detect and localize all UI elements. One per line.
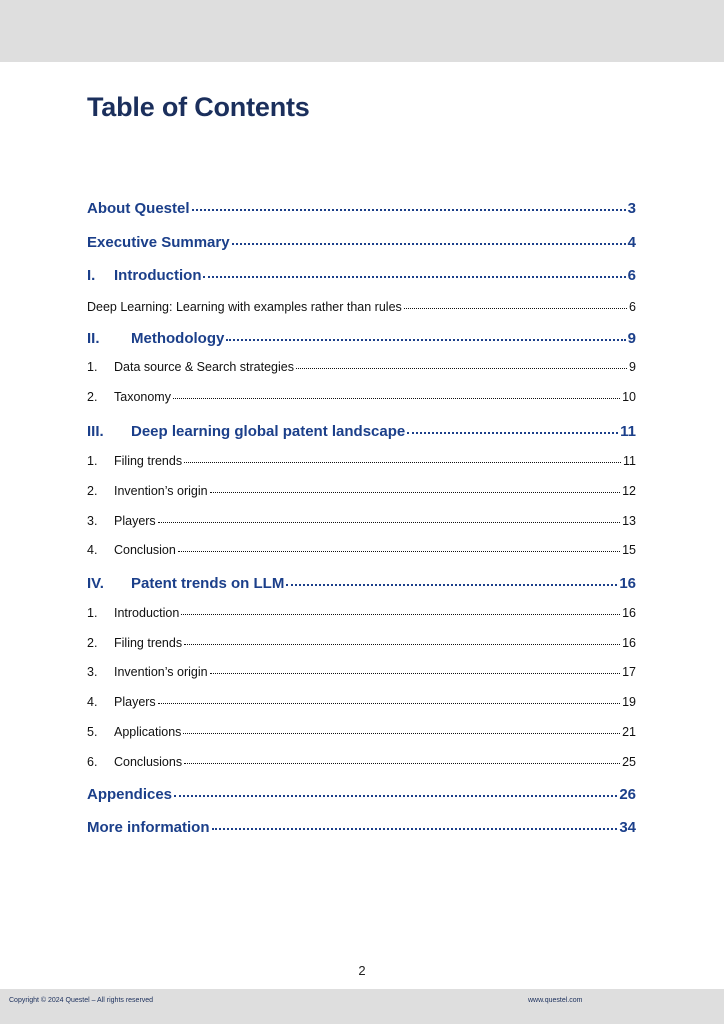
toc-subsection-entry[interactable] [87,390,636,404]
toc-entry-title: Patent trends on LLM [131,575,285,592]
top-band [0,0,724,62]
toc-subsection-entry[interactable] [87,300,636,314]
toc-subsection-entry[interactable] [87,606,636,620]
toc-section-entry[interactable] [87,575,636,592]
toc-entry-page: 16 [622,606,636,620]
toc-entry-title: Deep Learning: Learning with examples rather than rules [87,300,402,314]
toc-section-entry[interactable] [87,786,636,803]
toc-entry-page: 4 [627,234,636,251]
footer-copyright: Copyright © 2024 Questel – All rights reserved [9,997,154,1004]
toc-entry-title: Methodology [131,330,225,347]
toc-entry-number: III. [87,423,104,440]
toc-section-entry[interactable] [87,234,636,251]
toc-entry-number: 1. [87,360,98,374]
toc-dot-leader [210,492,621,493]
toc-entry-page: 25 [622,755,636,769]
toc-entry-number: II. [87,330,100,347]
toc-subsection-entry[interactable] [87,665,636,679]
toc-entry-page: 3 [627,200,636,217]
toc-subsection-entry[interactable] [87,514,636,528]
toc-entry-number: 3. [87,514,98,528]
toc-subsection-entry[interactable] [87,454,636,468]
toc-subsection-entry[interactable] [87,484,636,498]
toc-entry-title: Introduction [114,606,180,620]
toc-entry-page: 19 [622,695,636,709]
toc-dot-leader [158,703,620,704]
toc-dot-leader [286,584,617,586]
toc-section-entry[interactable] [87,423,636,440]
toc-entry-title: Filing trends [114,636,183,650]
toc-dot-leader [404,308,627,309]
toc-entry-page: 16 [619,575,636,592]
toc-entry-title: Invention’s origin [114,665,208,679]
toc-entry-number: 3. [87,665,98,679]
toc-entry-title: Executive Summary [87,234,230,251]
footer-website[interactable]: www.questel.com [528,997,583,1004]
toc-dot-leader [192,209,626,211]
toc-entry-title: Conclusions [114,755,183,769]
toc-entry-number: 2. [87,484,98,498]
toc-entry-page: 9 [629,360,636,374]
toc-dot-leader [184,462,621,463]
toc-entry-page: 9 [627,330,636,347]
toc-entry-number: 1. [87,454,98,468]
toc-entry-title: Data source & Search strategies [114,360,294,374]
toc-entry-number: IV. [87,575,104,592]
toc-subsection-entry[interactable] [87,695,636,709]
toc-entry-title: More information [87,819,210,836]
toc-dot-leader [296,368,627,369]
toc-entry-page: 13 [622,514,636,528]
toc-entry-page: 12 [622,484,636,498]
toc-entry-number: 5. [87,725,98,739]
toc-entry-title: About Questel [87,200,190,217]
toc-entry-number: 6. [87,755,98,769]
toc-dot-leader [407,432,618,434]
toc-dot-leader [158,522,620,523]
toc-dot-leader [203,276,625,278]
toc-entry-number: 4. [87,543,98,557]
toc-dot-leader [183,733,620,734]
toc-entry-page: 6 [629,300,636,314]
toc-entry-number: 2. [87,390,98,404]
toc-entry-title: Players [114,695,156,709]
toc-subsection-entry[interactable] [87,755,636,769]
toc-entry-title: Taxonomy [114,390,171,404]
toc-dot-leader [174,795,617,797]
toc-entry-page: 16 [622,636,636,650]
toc-dot-leader [178,551,620,552]
toc-entry-title: Introduction [114,267,202,284]
toc-subsection-entry[interactable] [87,543,636,557]
toc-subsection-entry[interactable] [87,636,636,650]
toc-dot-leader [181,614,620,615]
toc-entry-title: Filing trends [114,454,183,468]
toc-section-entry[interactable] [87,819,636,836]
toc-entry-page: 11 [620,423,636,440]
page-number: 2 [358,963,366,978]
toc-entry-title: Players [114,514,156,528]
toc-entry-title: Appendices [87,786,173,803]
toc-entry-page: 15 [622,543,636,557]
toc-section-entry[interactable] [87,330,636,347]
toc-entry-title: Conclusion [114,543,176,557]
toc-dot-leader [184,763,620,764]
toc-dot-leader [212,828,618,830]
toc-subsection-entry[interactable] [87,360,636,374]
toc-section-entry[interactable] [87,267,636,284]
page-title: Table of Contents [87,92,310,122]
toc-subsection-entry[interactable] [87,725,636,739]
toc-entry-page: 26 [619,786,636,803]
toc-entry-page: 11 [623,454,636,468]
toc-entry-number: 4. [87,695,98,709]
toc-entry-number: 1. [87,606,98,620]
toc-entry-title: Deep learning global patent landscape [131,423,406,440]
toc-dot-leader [232,243,626,245]
toc-entry-page: 34 [619,819,636,836]
toc-dot-leader [210,673,621,674]
toc-dot-leader [226,339,625,341]
toc-entry-number: I. [87,267,96,284]
toc-entry-title: Applications [114,725,182,739]
toc-entry-page: 17 [622,665,636,679]
toc-entry-number: 2. [87,636,98,650]
toc-entry-page: 21 [622,725,636,739]
footer-band [0,989,724,1024]
toc-entry-page: 6 [627,267,636,284]
toc-entry-page: 10 [622,390,636,404]
toc-section-entry[interactable] [87,200,636,217]
toc-dot-leader [173,398,620,399]
toc-dot-leader [184,644,620,645]
toc-entry-title: Invention’s origin [114,484,208,498]
